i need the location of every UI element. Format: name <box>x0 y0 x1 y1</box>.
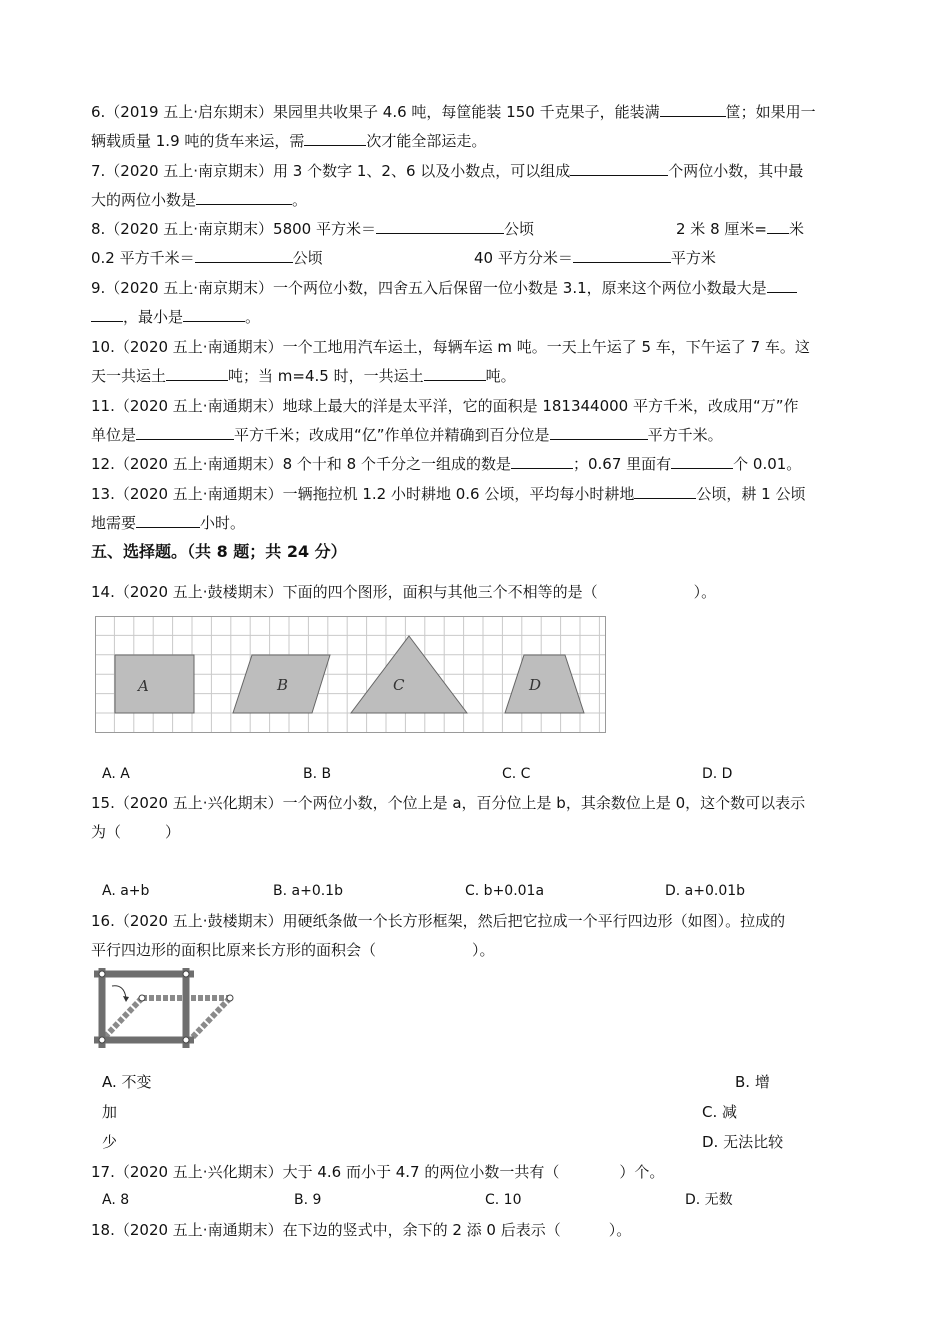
question-15-text: 为（ <box>91 823 122 841</box>
question-7-line-1 <box>91 160 803 182</box>
question-8-line-2 <box>91 247 323 269</box>
option-a[interactable]: A. 不变 <box>102 1073 152 1091</box>
question-11-text: 平方千米；改成用“亿”作单位并精确到百分位是 <box>234 426 550 444</box>
shape-a-rectangle <box>115 655 194 713</box>
question-13-line-1 <box>91 483 805 505</box>
question-16-text: ）。 <box>472 941 495 959</box>
frame-rivets <box>99 971 233 1043</box>
question-11-text: 平方千米。 <box>647 426 723 444</box>
question-8-line-1-right <box>676 218 804 240</box>
answer-blank[interactable] <box>570 160 668 176</box>
question-8-line-2-right <box>474 247 716 269</box>
question-14-text: 14.（2020 五上·鼓楼期末）下面的四个图形，面积与其他三个不相等的是（ <box>91 583 598 601</box>
question-6-line-1 <box>91 101 816 123</box>
question-10-line-1 <box>91 336 810 358</box>
option-b-continued[interactable]: 加 <box>102 1103 118 1121</box>
answer-blank[interactable] <box>304 130 366 146</box>
question-6-line-2 <box>91 130 486 152</box>
question-13-text: 13.（2020 五上·南通期末）一辆拖拉机 1.2 小时耕地 0.6 公顷，平均每小时耕地 <box>91 485 635 503</box>
question-9-line-2 <box>91 306 260 328</box>
question-8-text: 平方米 <box>670 249 716 267</box>
question-8-text: 公顷 <box>292 249 323 267</box>
question-11-text: 11.（2020 五上·南通期末）地球上最大的洋是太平洋，它的面积是 181344000 平方千米，改成用“万”作 <box>91 397 799 415</box>
option-b[interactable]: B. 增 <box>735 1073 770 1091</box>
question-13-text: 公顷，耕 1 公顷 <box>696 485 806 503</box>
question-14-text: ）。 <box>693 583 717 601</box>
shape-label-b: B <box>277 676 289 694</box>
option-d[interactable]: D. 无数 <box>685 1192 733 1208</box>
question-7-line-2 <box>91 189 307 211</box>
question-8-text: 0.2 平方千米＝ <box>91 249 195 267</box>
question-10-text: 吨。 <box>485 367 516 385</box>
answer-blank[interactable] <box>136 424 234 440</box>
frame-figure <box>90 966 240 1052</box>
option-d[interactable]: D. D <box>702 766 733 782</box>
question-11-line-1 <box>91 395 799 417</box>
question-7-text: 个两位小数，其中最 <box>668 162 804 180</box>
question-9-text: ，最小是 <box>123 308 184 326</box>
question-6-text: 筐；如果用一 <box>725 103 816 121</box>
question-14-stem <box>91 581 716 603</box>
question-8-text: 米 <box>788 220 804 238</box>
answer-blank[interactable] <box>573 247 671 263</box>
question-7-text: 7.（2020 五上·南京期末）用 3 个数字 1、2、6 以及小数点，可以组成 <box>91 162 571 180</box>
question-11-line-2 <box>91 424 723 446</box>
option-a[interactable]: A. a+b <box>102 883 150 899</box>
answer-blank[interactable] <box>183 306 245 322</box>
question-10-text: 天一共运土 <box>91 367 167 385</box>
question-15-text: 15.（2020 五上·兴化期末）一个两位小数，个位上是 a，百分位上是 b，其余数位上是 0，这个数可以表示 <box>91 794 806 812</box>
answer-blank[interactable] <box>136 512 200 528</box>
section-5-title: 五、选择题。（共 8 题；共 24 分） <box>91 542 347 561</box>
question-8-text: 8.（2020 五上·南京期末）5800 平方米＝ <box>91 220 376 238</box>
question-9-text: 9.（2020 五上·南京期末）一个两位小数，四舍五入后保留一位小数是 3.1，原来这个两位小数最大是 <box>91 279 767 297</box>
question-13-text: 地需要 <box>91 514 137 532</box>
question-18-text: ）。 <box>608 1221 632 1239</box>
answer-blank[interactable] <box>767 277 797 293</box>
question-10-line-2 <box>91 365 516 387</box>
option-d[interactable]: D. a+0.01b <box>665 883 746 899</box>
answer-blank[interactable] <box>424 365 486 381</box>
question-8-text: 公顷 <box>503 220 534 238</box>
answer-blank[interactable] <box>196 189 292 205</box>
question-8-line-1 <box>91 218 534 240</box>
question-8-text: 2 米 8 厘米= <box>676 220 767 238</box>
parallelogram-frame <box>102 998 230 1040</box>
question-16-text: 16.（2020 五上·鼓楼期末）用硬纸条做一个长方形框架，然后把它拉成一个平行四边形（如图）。拉成的 <box>91 912 786 930</box>
option-c[interactable]: C. C <box>502 766 531 782</box>
answer-blank[interactable] <box>166 365 228 381</box>
answer-blank[interactable] <box>195 247 293 263</box>
question-16-line-2 <box>91 939 495 961</box>
answer-blank[interactable] <box>511 453 573 469</box>
shape-label-d: D <box>529 676 542 694</box>
question-16-text: 平行四边形的面积比原来长方形的面积会（ <box>91 941 377 959</box>
question-17-text: ）个。 <box>619 1163 665 1181</box>
option-b[interactable]: B. a+0.1b <box>273 883 343 899</box>
answer-blank[interactable] <box>767 218 789 234</box>
question-6-text: 次才能全部运走。 <box>366 132 487 150</box>
option-c-continued[interactable]: 少 <box>102 1133 118 1151</box>
question-10-text: 10.（2020 五上·南通期末）一个工地用汽车运土，每辆车运 m 吨。一天上午运了 5 车，下午运了 7 车。这 <box>91 338 810 356</box>
question-13-line-2 <box>91 512 245 534</box>
question-8-text: 40 平方分米＝ <box>474 249 573 267</box>
question-16-line-1 <box>91 910 785 932</box>
shape-label-a: A <box>138 677 149 695</box>
answer-blank[interactable] <box>634 483 696 499</box>
question-18-text: 18.（2020 五上·南通期末）在下边的竖式中，余下的 2 添 0 后表示（ <box>91 1221 561 1239</box>
answer-blank[interactable] <box>376 218 504 234</box>
option-c[interactable]: C. b+0.01a <box>465 883 545 899</box>
question-11-text: 单位是 <box>91 426 137 444</box>
answer-blank[interactable] <box>91 306 123 322</box>
option-d[interactable]: D. 无法比较 <box>702 1133 784 1151</box>
question-13-text: 小时。 <box>200 514 246 532</box>
question-7-text: 大的两位小数是 <box>91 191 197 209</box>
question-15-line-1 <box>91 792 805 814</box>
question-12-text: 个 0.01。 <box>733 455 802 473</box>
answer-blank[interactable] <box>550 424 648 440</box>
question-6-text: 辆载质量 1.9 吨的货车来运，需 <box>91 132 305 150</box>
question-17-line-1 <box>91 1161 664 1183</box>
shape-d-trapezoid <box>505 655 584 713</box>
shape-label-c: C <box>393 676 405 694</box>
option-b[interactable]: B. 9 <box>294 1192 322 1208</box>
question-9-line-1 <box>91 277 797 299</box>
question-12-text: 12.（2020 五上·南通期末）8 个十和 8 个千分之一组成的数是 <box>91 455 511 473</box>
question-17-text: 17.（2020 五上·兴化期末）大于 4.6 而小于 4.7 的两位小数一共有（ <box>91 1163 560 1181</box>
question-15-text: ） <box>165 823 181 841</box>
shapes-grid-figure <box>95 616 607 734</box>
option-b[interactable]: B. B <box>303 766 332 782</box>
question-7-text: 。 <box>292 191 308 209</box>
question-6-text: 6.（2019 五上·启东期末）果园里共收果子 4.6 吨，每筐能装 150 千克果子，能装满 <box>91 103 660 121</box>
option-a[interactable]: A. A <box>102 766 130 782</box>
answer-blank[interactable] <box>671 453 733 469</box>
question-9-text: 。 <box>245 308 261 326</box>
question-10-text: 吨；当 m=4.5 时，一共运土 <box>228 367 424 385</box>
arrow-head-icon <box>123 996 129 1002</box>
answer-blank[interactable] <box>660 101 726 117</box>
option-a[interactable]: A. 8 <box>102 1192 130 1208</box>
question-12-text: ；0.67 里面有 <box>572 455 672 473</box>
question-12-line-1 <box>91 453 801 475</box>
question-15-line-2 <box>91 821 180 843</box>
question-18-line-1 <box>91 1219 631 1241</box>
option-c[interactable]: C. 减 <box>702 1103 738 1121</box>
option-c[interactable]: C. 10 <box>485 1192 522 1208</box>
